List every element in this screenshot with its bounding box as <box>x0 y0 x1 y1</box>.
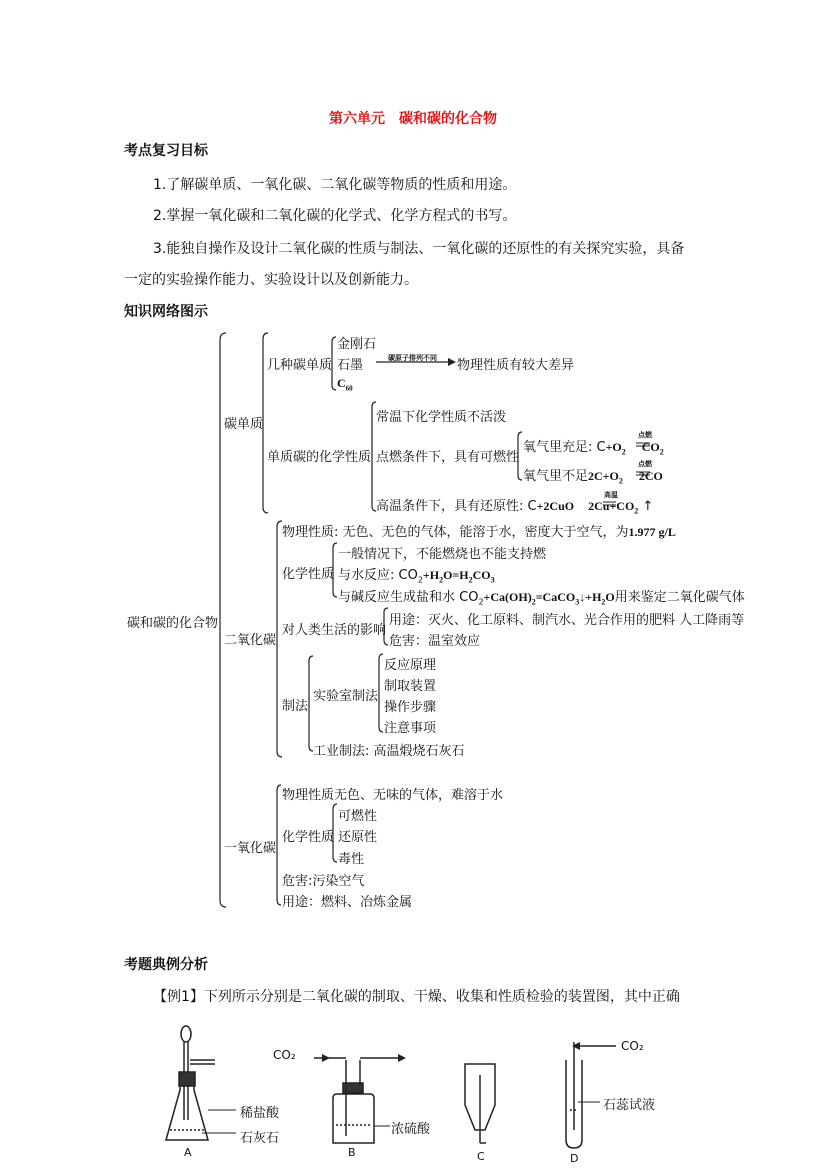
label-co2-b: CO₂ <box>273 1048 296 1062</box>
co2-lab: 实验室制法 <box>313 689 379 704</box>
label-b: B <box>348 1146 356 1159</box>
co-chem: 化学性质 <box>282 830 335 845</box>
carbon-kinds: 几种碳单质 <box>267 358 333 373</box>
oxygen-lack: 氧气里不足$2C+O_2$ 2CO <box>523 469 663 486</box>
apparatus-b <box>314 1058 398 1143</box>
goal-3-cont: 一定的实验操作能力、实验设计以及创新能力。 <box>124 272 418 288</box>
co2-industry: 工业制法: 高温煅烧石灰石 <box>313 744 465 759</box>
lab-item-1: 反应原理 <box>384 658 437 673</box>
goal-2: 2.掌握一氧化碳和二氧化碳的化学式、化学方程式的书写。 <box>153 208 517 224</box>
co2-label: 二氧化碳 <box>224 633 277 648</box>
label-litmus: 石蕊试液 <box>603 1098 656 1113</box>
co2-make: 制法 <box>282 699 309 714</box>
co-harm: 危害:污染空气 <box>282 874 365 889</box>
co2-chem: 化学性质 <box>282 567 335 582</box>
label-dilute-hcl: 稀盐酸 <box>240 1106 280 1121</box>
example-1-text: 【例1】下列所示分别是二氧化碳的制取、干燥、收集和性质检验的装置图，其中正确 <box>153 989 680 1005</box>
tree-root: 碳和碳的化合物 <box>127 616 219 631</box>
cond-ignite-2: 点燃 <box>638 460 652 468</box>
co-chem-2: 还原性 <box>338 830 378 845</box>
label-a: A <box>184 1146 192 1159</box>
reducing-text: 高温条件下，具有还原性: C <box>376 499 537 514</box>
cond-high: 高温 <box>604 491 618 499</box>
label-d: D <box>570 1152 579 1165</box>
carbon-chem-3: 高温条件下，具有还原性: C+2CuO $2Cu+CO_2$ ↑ <box>376 499 654 516</box>
label-c: C <box>477 1150 485 1163</box>
co-label: 一氧化碳 <box>224 841 277 856</box>
carbon-chem-1: 常温下化学性质不活泼 <box>376 410 507 425</box>
oxygen-enough: 氧气里充足: $C+O_2$ $CO_2$ <box>523 440 664 457</box>
goal-1: 1.了解碳单质、一氧化碳、二氧化碳等物质的性质和用途。 <box>153 177 517 193</box>
apparatus-c <box>465 1064 495 1143</box>
cond-ignite-1: 点燃 <box>638 431 652 439</box>
section-examples-heading: 考题典例分析 <box>124 957 208 973</box>
carbon-chem-2: 点燃条件下，具有可燃性 <box>376 450 520 465</box>
kind-c60: $C_{60}$ <box>337 376 353 393</box>
apparatus-a <box>166 1026 236 1140</box>
co2-physical: 物理性质: 无色、无色的气体，能溶于水，密度大于空气，为1.977 g/L <box>282 525 676 540</box>
section-goals-heading: 考点复习目标 <box>124 143 208 159</box>
carbon-label: 碳单质 <box>224 417 264 432</box>
co-physical: 物理性质无色、无味的气体，难溶于水 <box>282 788 504 803</box>
lab-item-2: 制取装置 <box>384 679 437 694</box>
goal-3: 3.能独自操作及设计二氧化碳的性质与制法、一氧化碳的还原性的有关探究实验，具备 <box>153 241 685 257</box>
label-conc-h2so4: 浓硫酸 <box>391 1122 431 1137</box>
apparatus-d <box>566 1042 600 1148</box>
co-chem-1: 可燃性 <box>338 809 378 824</box>
co2-life: 对人类生活的影响 <box>282 623 387 638</box>
section-network-heading: 知识网络图示 <box>124 304 208 320</box>
page-title: 第六单元 碳和碳的化合物 <box>329 111 497 127</box>
lab-item-3: 操作步骤 <box>384 700 437 715</box>
kind-graphite: 石墨 <box>337 358 364 373</box>
co-chem-3: 毒性 <box>338 852 365 867</box>
co2-chem-3: 与碱反应生成盐和水 $CO_2+Ca(OH)_2=CaCO_3↓+H_2O$用来鉴定二氧化碳气体 <box>338 590 745 607</box>
co2-chem-2: 与水反应: $CO_2+H_2O=H_2CO_3$ <box>338 568 495 585</box>
lab-item-4: 注意事项 <box>384 721 437 736</box>
co2-life-use: 用途：灭火、化工原料、制汽水、光合作用的肥料 人工降雨等 <box>389 613 745 628</box>
label-limestone: 石灰石 <box>240 1131 280 1146</box>
carbon-chem: 单质碳的化学性质 <box>267 450 372 465</box>
carbon-physical: 物理性质有较大差异 <box>457 358 575 373</box>
co-use: 用途：燃料、冶炼金属 <box>282 895 413 910</box>
label-co2-d: CO₂ <box>621 1039 644 1053</box>
kind-diamond: 金刚石 <box>337 337 377 352</box>
co2-chem-1: 一般情况下，不能燃烧也不能支持燃 <box>338 547 547 562</box>
co2-life-harm: 危害：温室效应 <box>389 634 481 649</box>
arrow-label: 碳原子排列不同 <box>388 354 437 362</box>
